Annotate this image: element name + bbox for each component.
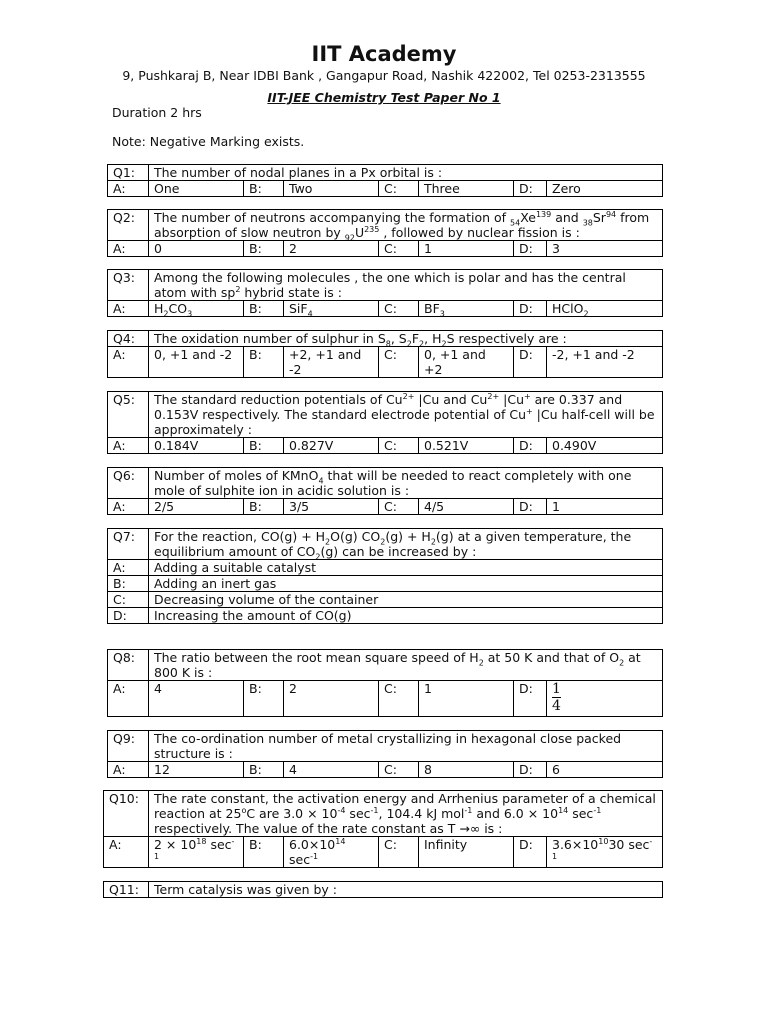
question-text: The ratio between the root mean square speed of $H_2$ at 50 K and that of $O_2$ at 800 K is : [149,650,663,681]
option-a: 2/5 [149,499,244,515]
option-a: 0.184V [149,438,244,454]
option-a: $H_2CO_3$ [149,301,244,317]
question-text: Among the following molecules , the one which is polar and has the central atom with $sp^2$ hybrid state is : [149,270,663,301]
question-number: Q8: [108,650,149,681]
option-label-a: A: [108,181,149,197]
option-label-c: C: [379,762,419,778]
option-c: Three [419,181,514,197]
question-number: Q6: [108,468,149,499]
option-b: Two [284,181,379,197]
option-c: Decreasing volume of the container [149,592,663,608]
question-q10 [103,790,663,868]
question-text: The number of nodal planes in a Px orbital is : [149,165,663,181]
negative-marking-note: Note: Negative Marking exists. [112,134,305,149]
option-label-d: D: [514,762,547,778]
option-label-b: B: [244,181,284,197]
option-label-a: A: [108,762,149,778]
option-c: 1 [419,241,514,257]
option-label-c: C: [108,592,149,608]
question-q5 [107,391,663,454]
option-a: Adding a suitable catalyst [149,560,663,576]
option-label-a: A: [108,681,149,717]
option-label-b: B: [244,438,284,454]
question-text: The oxidation number of sulphur in $S_8$, $S_2F_2$, $H_2S$ respectively are : [149,331,663,347]
option-label-b: B: [244,241,284,257]
question-number: Q11: [104,882,149,898]
option-d [547,681,663,717]
question-number: Q3: [108,270,149,301]
question-text: Term catalysis was given by : [149,882,663,898]
option-label-a: A: [108,347,149,378]
option-label-c: C: [379,181,419,197]
question-text: The rate constant, the activation energy and Arrhenius parameter of a chemical reaction at 25$^o$C are $3.0 \times 10^{-4}$ $\sec^{-1}$, 104.4 kJ mol$^{-1}$ and $6.0 \times 10^{14}$ $\sec^{-1}$ respectively. The value of the rate constant as T →∞ is : [149,791,663,837]
question-q7 [107,528,663,624]
question-number: Q4: [108,331,149,347]
question-q9 [107,730,663,778]
fraction: $\frac{1}{4}$ [552,681,561,714]
option-label-c: C: [379,301,419,317]
option-d: Zero [547,181,663,197]
option-b: Adding an inert gas [149,576,663,592]
option-c: 0, +1 and +2 [419,347,514,378]
option-a: $2 \times 10^{18}$ $\sec^{-1}$ [149,837,244,868]
option-b: 4 [284,762,379,778]
option-a: One [149,181,244,197]
option-label-a: A: [108,241,149,257]
question-q6 [107,467,663,515]
option-label-a: A: [108,438,149,454]
option-d: -2, +1 and -2 [547,347,663,378]
option-label-b: B: [244,301,284,317]
test-paper-title: IIT-JEE Chemistry Test Paper No 1 [267,90,501,105]
option-label-a: A: [108,301,149,317]
option-d: HClO$_2$ [547,301,663,317]
question-q4 [107,330,663,378]
option-c: 4/5 [419,499,514,515]
option-b: +2, +1 and -2 [284,347,379,378]
question-q1 [107,164,663,197]
option-label-d: D: [514,438,547,454]
option-d: 1 [547,499,663,515]
option-a: 4 [149,681,244,717]
option-c: 8 [419,762,514,778]
option-label-c: C: [379,438,419,454]
option-b: $6.0\times 10^{14}$ $\sec^{-1}$ [284,837,379,868]
question-number: Q1: [108,165,149,181]
option-label-b: B: [244,837,284,868]
option-b: SiF$_4$ [284,301,379,317]
option-b: 3/5 [284,499,379,515]
option-b: 0.827V [284,438,379,454]
option-label-d: D: [514,499,547,515]
option-b: 2 [284,241,379,257]
question-number: Q2: [108,210,149,241]
question-text: For the reaction, $CO(g) + H_2O(g) CO_2(g) + H_2(g)$ at a given temperature, the equilibrium amount of $CO_2(g)$ can be increased by : [149,529,663,560]
option-c: Infinity [419,837,514,868]
option-label-a: A: [108,499,149,515]
option-label-c: C: [379,241,419,257]
option-d: Increasing the amount of CO(g) [149,608,663,624]
option-label-a: A: [104,837,149,868]
question-number: Q7: [108,529,149,560]
option-label-d: D: [514,241,547,257]
option-label-c: C: [379,837,419,868]
option-label-b: B: [244,499,284,515]
option-a: 0 [149,241,244,257]
question-text: Number of moles of KMnO$_4$ that will be needed to react completely with one mole of sulphite ion in acidic solution is : [149,468,663,499]
question-text: The number of neutrons accompanying the formation of $_{54}Xe^{139}$ and $_{38}Sr^{94}$ from absorption of slow neutron by $_{92}U^{235}$ , followed by nuclear fission is : [149,210,663,241]
question-q8 [107,649,663,717]
option-b: 2 [284,681,379,717]
option-label-c: C: [379,499,419,515]
option-label-c: C: [379,681,419,717]
duration: Duration 2 hrs [112,105,202,120]
option-d: 3 [547,241,663,257]
question-number: Q9: [108,731,149,762]
option-label-b: B: [244,347,284,378]
option-c: 0.521V [419,438,514,454]
question-number: Q5: [108,392,149,438]
option-d: 6 [547,762,663,778]
option-label-d: D: [514,681,547,717]
page-title: IIT Academy [311,42,457,66]
option-a: 0, +1 and -2 [149,347,244,378]
question-q3 [107,269,663,317]
option-label-d: D: [514,181,547,197]
question-q11 [103,881,663,898]
option-label-d: D: [514,837,547,868]
option-label-a: A: [108,560,149,576]
option-label-b: B: [244,762,284,778]
option-d: $3.6\times 10^{10}30$ $\sec^{-1}$ [547,837,663,868]
question-number: Q10: [104,791,149,837]
institute-address: 9, Pushkaraj B, Near IDBI Bank , Gangapur Road, Nashik 422002, Tel 0253-2313555 [122,68,646,83]
question-text: The standard reduction potentials of $Cu^{2+}$ |Cu and $Cu^{2+}$ |Cu+ are 0.337 and 0.153V respectively. The standard electrode potential of Cu+ |Cu half-cell will be approximately : [149,392,663,438]
option-label-b: B: [108,576,149,592]
option-c: $BF_3$ [419,301,514,317]
option-a: 12 [149,762,244,778]
option-label-c: C: [379,347,419,378]
question-text: The co-ordination number of metal crystallizing in hexagonal close packed structure is : [149,731,663,762]
option-label-b: B: [244,681,284,717]
option-label-d: D: [514,301,547,317]
option-c: 1 [419,681,514,717]
question-q2 [107,209,663,257]
option-label-d: D: [108,608,149,624]
option-d: 0.490V [547,438,663,454]
option-label-d: D: [514,347,547,378]
